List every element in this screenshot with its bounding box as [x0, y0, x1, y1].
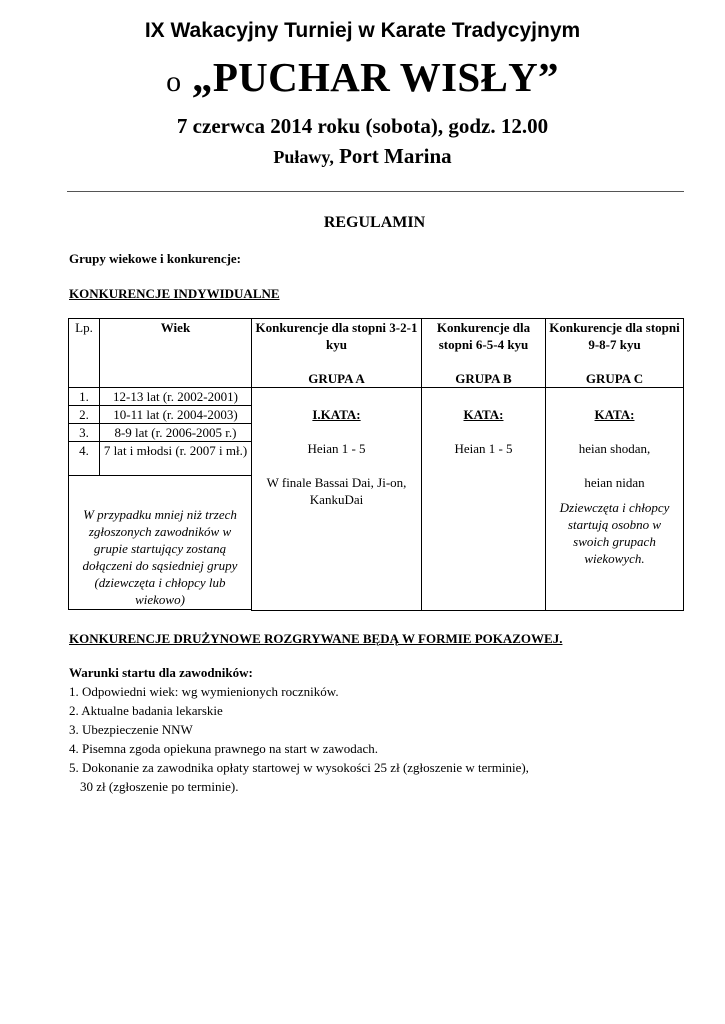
group-c-cell: [546, 388, 684, 611]
group-a-line1: Heian 1 - 5: [307, 441, 366, 456]
row-lp: 3.: [69, 424, 100, 442]
regulamin-title: REGULAMIN: [323, 214, 426, 231]
team-competitions-label: KONKURENCJE DRUŻYNOWE ROZGRYWANE BĘDĄ W FORMIE POKAZOWEJ.: [69, 631, 563, 646]
event-date: 7 czerwca 2014 roku (sobota), godz. 12.00: [176, 114, 549, 138]
table-note: W przypadku mniej niż trzech zgłoszonych zawodników w grupie startujący zostaną dołączeni do sąsiedniej grupy (dziewczęta i chłopcy lub wiekowo): [69, 476, 252, 610]
cup-title: „PUCHAR WISŁY”: [192, 54, 559, 100]
group-c-kata: KATA:: [594, 407, 635, 422]
group-c-line1: heian shodan,: [578, 441, 651, 456]
group-a-title: Konkurencje dla stopni 3-2-1 kyu: [255, 320, 418, 352]
condition-item: 2. Aktualne badania lekarskie: [69, 703, 223, 718]
condition-item: 1. Odpowiedni wiek: wg wymienionych roczników.: [69, 684, 339, 699]
row-wiek: 10-11 lat (r. 2004-2003): [100, 406, 252, 424]
group-b-name: GRUPA B: [455, 371, 512, 386]
table-header-row: [69, 319, 684, 388]
row-wiek: 8-9 lat (r. 2006-2005 r.): [100, 424, 252, 442]
event-location: [0, 142, 725, 171]
individual-label: KONKURENCJE INDYWIDUALNE: [69, 286, 280, 301]
condition-item-continuation: 30 zł (zgłoszenie po terminie).: [80, 779, 239, 794]
header-group-b: [422, 319, 546, 388]
row-lp: 2.: [69, 406, 100, 424]
group-b-cell: [422, 388, 546, 611]
header-divider: [67, 191, 684, 192]
condition-item: 3. Ubezpieczenie NNW: [69, 722, 193, 737]
group-b-kata: KATA:: [463, 407, 504, 422]
cup-name: [0, 52, 725, 107]
row-lp: 4.: [69, 442, 100, 476]
cup-prefix: o: [166, 65, 182, 98]
conditions-section: [69, 663, 689, 796]
group-a-kata: I.KATA:: [312, 407, 361, 422]
group-a-name: GRUPA A: [308, 371, 365, 386]
condition-item: 5. Dokonanie za zawodnika opłaty startowej w wysokości 25 zł (zgłoszenie w terminie),: [69, 760, 529, 775]
group-b-line1: Heian 1 - 5: [454, 441, 513, 456]
header-group-c: [546, 319, 684, 388]
group-c-line2: heian nidan: [584, 475, 645, 490]
competition-table: [68, 318, 684, 611]
row-wiek: 12-13 lat (r. 2002-2001): [100, 388, 252, 406]
group-b-title: Konkurencje dla stopni 6-5-4 kyu: [436, 320, 531, 352]
row-wiek: 7 lat i młodsi (r. 2007 i mł.): [100, 442, 252, 476]
conditions-title: Warunki startu dla zawodników:: [69, 665, 253, 680]
group-c-name: GRUPA C: [585, 371, 644, 386]
header-wiek: Wiek: [100, 319, 252, 388]
group-a-line2: W finale Bassai Dai, Ji-on, KankuDai: [266, 475, 407, 507]
location-venue: Port Marina: [333, 144, 452, 168]
condition-item: 4. Pisemna zgoda opiekuna prawnego na start w zawodach.: [69, 741, 379, 756]
group-a-cell: [252, 388, 422, 611]
group-c-title: Konkurencje dla stopni 9-8-7 kyu: [549, 320, 680, 352]
row-lp: 1.: [69, 388, 100, 406]
header-lp: Lp.: [69, 319, 100, 388]
table-row: [69, 388, 684, 406]
location-city: Puławy,: [273, 147, 334, 167]
tournament-title: IX Wakacyjny Turniej w Karate Tradycyjnym: [144, 19, 581, 42]
header-group-a: [252, 319, 422, 388]
group-c-note: Dziewczęta i chłopcy startują osobno w swoich grupach wiekowych.: [559, 500, 670, 566]
age-groups-label: Grupy wiekowe i konkurencje:: [69, 251, 242, 266]
